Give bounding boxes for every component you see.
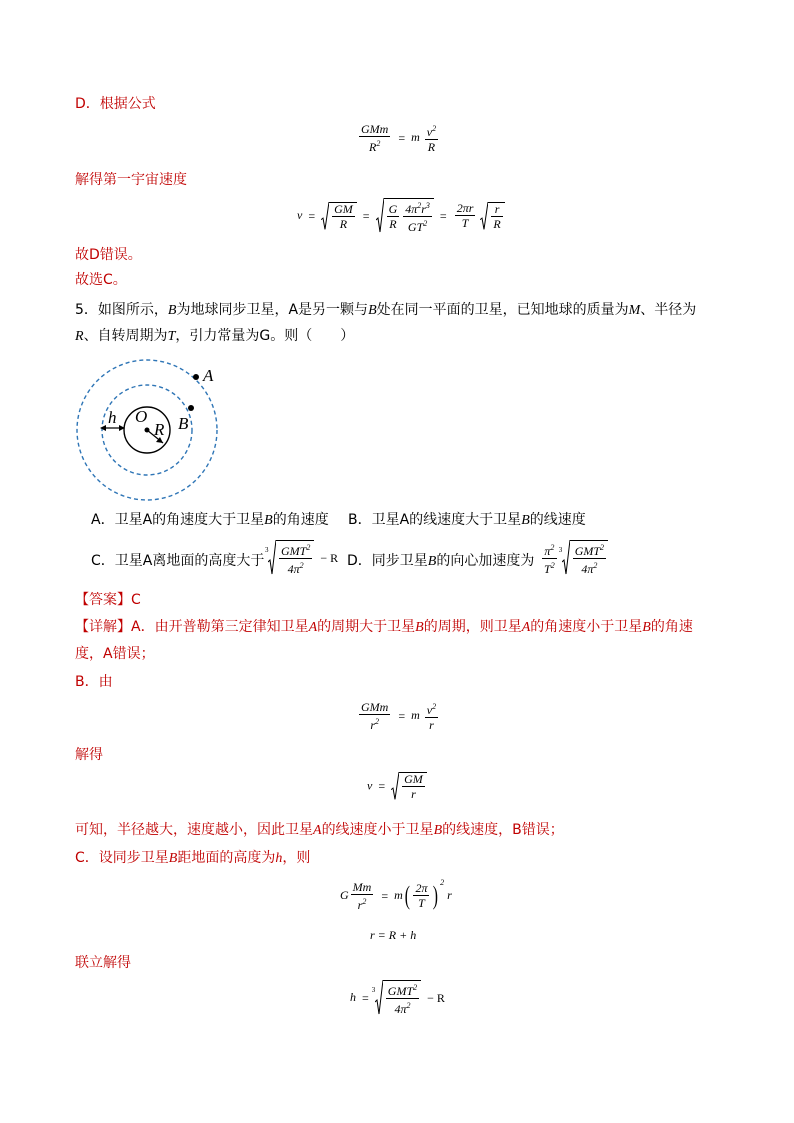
option-a: A．卫星A的角速度大于卫星B的角速度 <box>91 512 329 528</box>
option-d: D．同步卫星B的向心加速度为 <box>347 553 535 569</box>
label-a: A <box>203 366 214 385</box>
label-h: h <box>108 408 117 427</box>
option-d-formula: $\frac{\pi^2}{T^2}$ 3 $\frac{GMT^2}{4\pi^2}$ <box>540 540 608 576</box>
formula-c-gravity: G $\frac{Mm}{r^2}$ = m( $\frac{2\pi}{T}$ ) $^2$ r <box>340 878 452 912</box>
answer: 【答案】C <box>75 592 141 608</box>
option-c-analysis: C．设同步卫星B距地面的高度为h，则 <box>75 850 311 866</box>
formula-c-radius: r = R + h <box>370 928 417 942</box>
option-b: B．卫星A的线速度大于卫星B的线速度 <box>348 512 586 528</box>
orbit-diagram <box>70 355 230 505</box>
formula-b-gravity: $\frac{\text{GMm}}{r^2}$ = m $\frac{v^2}{r}$ <box>361 699 437 732</box>
solve-b: 解得 <box>75 747 103 763</box>
question-5-line2: R、自转周期为T，引力常量为G。则（ ） <box>75 328 355 344</box>
formula-c-height: h = 3 $\frac{GMT^2}{4\pi^2}$ − R <box>350 980 448 1016</box>
label-b: B <box>178 414 189 433</box>
solve-first-cosmic-velocity: 解得第一宇宙速度 <box>75 172 187 188</box>
formula-first-cosmic-velocity: v = $\frac{GM}{R}$ = $\frac{G}{R}$ $\frac{4\pi^2r^3}{GT^2}$ = $\frac{2\pi r}{T}$ $\frac{r}{R}$ <box>297 198 505 234</box>
b-conclusion: 可知，半径越大，速度越小，因此卫星A的线速度小于卫星B的线速度，B错误； <box>75 822 564 838</box>
joint-solve: 联立解得 <box>75 955 131 971</box>
formula-b-velocity: v = $\frac{GM}{r}$ <box>367 772 427 801</box>
detail-line1: 【详解】A．由开普勒第三定律知卫星A的周期大于卫星B的周期，则卫星A的角速度小于卫星B的角速 <box>75 619 693 635</box>
option-b-analysis-heading: B．由 <box>75 674 113 690</box>
option-c: C．卫星A离地面的高度大于 <box>91 553 265 569</box>
satellite-b-dot <box>188 405 194 411</box>
question-5-line1: 5．如图所示，B为地球同步卫星，A是另一颗与B处在同一平面的卫星，已知地球的质量为M、半径为 <box>75 302 697 318</box>
d-conclusion: 故D错误。 <box>75 247 142 263</box>
option-c-formula: 3 $\frac{GMT^2}{4\pi^2}$ − R <box>268 540 341 576</box>
option-d-heading: D．根据公式 <box>75 96 156 112</box>
label-r: R <box>154 420 165 439</box>
choose-c: 故选C。 <box>75 272 127 288</box>
formula-gravity-circular: $\frac{\text{GMm}}{R^2}$ = m $\frac{v^2}{R}$ <box>361 121 437 154</box>
label-o: O <box>135 407 148 426</box>
satellite-a-dot <box>193 374 199 380</box>
detail-line2: 度，A错误； <box>75 646 155 662</box>
